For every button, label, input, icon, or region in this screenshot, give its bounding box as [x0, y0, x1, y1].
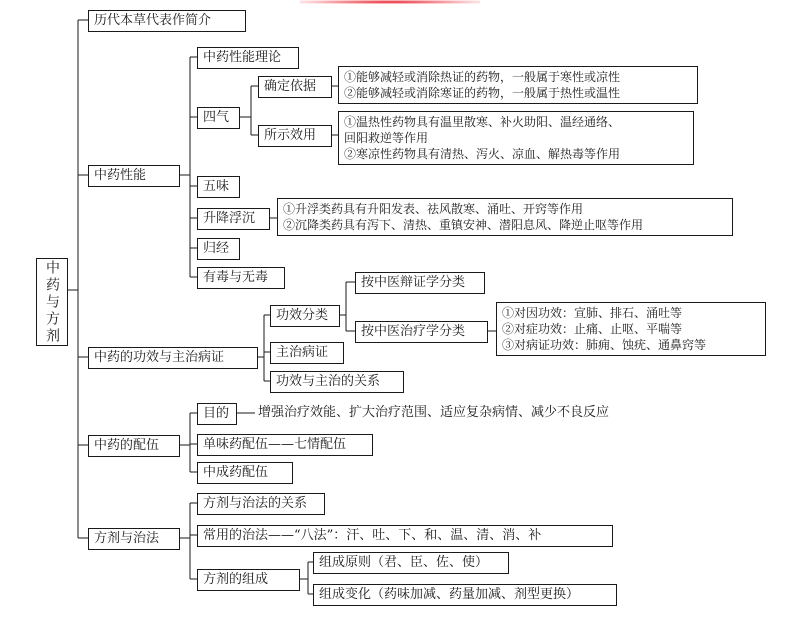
node-bianzheng-label: 按中医辩证学分类 [361, 275, 466, 290]
node-theory-label: 中药性能理论 [203, 50, 282, 65]
shengjiang-item-2: ②沉降类药具有泻下、清热、重镇安神、潜阳息风、降逆止呕等作用 [283, 218, 644, 232]
node-zhiliao-label: 按中医治疗学分类 [361, 324, 466, 339]
effects-item-2: 回阳救逆等作用 [344, 131, 429, 145]
node-history-label: 历代本草代表作简介 [94, 13, 212, 28]
node-guijing-label: 归经 [203, 241, 230, 256]
node-shengjiang [197, 208, 270, 230]
node-shengjiang-label: 升降浮沉 [203, 211, 256, 226]
node-siqi-effects-detail [338, 111, 694, 165]
node-relation-label: 功效与主治的关系 [276, 374, 381, 389]
node-single [197, 434, 373, 456]
node-eight-methods [197, 525, 613, 547]
node-siqi-basis-detail [338, 66, 698, 104]
node-classification-label: 功效分类 [276, 308, 329, 323]
node-bianzheng [355, 272, 485, 294]
node-wuwei [197, 176, 240, 198]
basis-item-1: ①能够减轻或消除热证的药物，一般属于寒性或凉性 [344, 70, 621, 84]
node-purpose-label: 目的 [203, 406, 230, 421]
node-properties-label: 中药性能 [94, 168, 147, 183]
node-guijing [197, 238, 240, 260]
node-siqi-effects-label: 所示效用 [264, 128, 317, 143]
node-zhiliao-detail [496, 302, 766, 356]
node-zhuzhi [270, 342, 344, 364]
node-eight-methods-label: 常用的治法——“八法”：汗、吐、下、和、温、清、消、补 [203, 528, 542, 543]
node-zhuzhi-label: 主治病证 [276, 345, 329, 360]
node-classification [270, 305, 340, 327]
node-siqi-basis [258, 76, 332, 98]
node-efficacy [88, 347, 258, 369]
zhiliao-item-2: ②对症功效：止痛、止呕、平喘等 [502, 322, 683, 336]
node-siqi-label: 四气 [203, 110, 230, 125]
node-toxicity-label: 有毒与无毒 [203, 270, 269, 285]
node-relation [270, 371, 404, 393]
node-efficacy-label: 中药的功效与主治病证 [94, 350, 225, 365]
node-compatibility-label: 中药的配伍 [94, 438, 160, 453]
node-formula-relation-label: 方剂与治法的关系 [203, 496, 308, 511]
node-toxicity [197, 267, 285, 289]
node-theory [197, 47, 299, 69]
basis-item-2: ②能够减轻或消除寒证的药物，一般属于热性或温性 [344, 86, 621, 100]
zhiliao-item-3: ③对病证功效：肺痈、蚀疣、通鼻窍等 [502, 338, 707, 352]
node-siqi-effects [258, 125, 332, 147]
node-patent-label: 中成药配伍 [203, 465, 269, 480]
shengjiang-item-1: ①升浮类药具有升阳发表、祛风散寒、涌吐、开窍等作用 [283, 202, 584, 216]
node-composition-label: 方剂的组成 [203, 572, 269, 587]
effects-item-1: ①温热性药物具有温里散寒、补火助阳、温经通络、 [344, 115, 621, 129]
node-patent [197, 462, 293, 484]
node-formula [88, 528, 180, 550]
node-variation [313, 584, 617, 606]
node-variation-label: 组成变化（药味加减、药量加减、剂型更换） [319, 587, 580, 602]
node-properties [88, 165, 180, 187]
node-wuwei-label: 五味 [203, 179, 230, 194]
node-shengjiang-detail [277, 198, 733, 236]
node-formula-label: 方剂与治法 [94, 531, 160, 546]
node-single-label: 单味药配伍——七情配伍 [203, 437, 347, 452]
effects-item-3: ②寒凉性药物具有清热、泻火、凉血、解热毒等作用 [344, 147, 621, 161]
node-siqi-basis-label: 确定依据 [264, 79, 317, 94]
node-principle [313, 552, 509, 574]
node-principle-label: 组成原则（君、臣、佐、使） [319, 555, 489, 570]
node-composition [197, 569, 300, 591]
node-purpose [197, 403, 237, 425]
node-zhiliao [355, 321, 488, 343]
node-history [88, 10, 246, 32]
root-label: 中药与方剂 [44, 259, 60, 345]
purpose-text: 增强治疗效能、扩大治疗范围、适应复杂病情、减少不良反应 [258, 405, 610, 420]
node-formula-relation [197, 493, 325, 515]
node-siqi [197, 107, 240, 129]
zhiliao-item-1: ①对因功效：宣肺、排石、涌吐等 [502, 306, 683, 320]
root-node [36, 258, 68, 346]
node-compatibility [88, 435, 180, 457]
